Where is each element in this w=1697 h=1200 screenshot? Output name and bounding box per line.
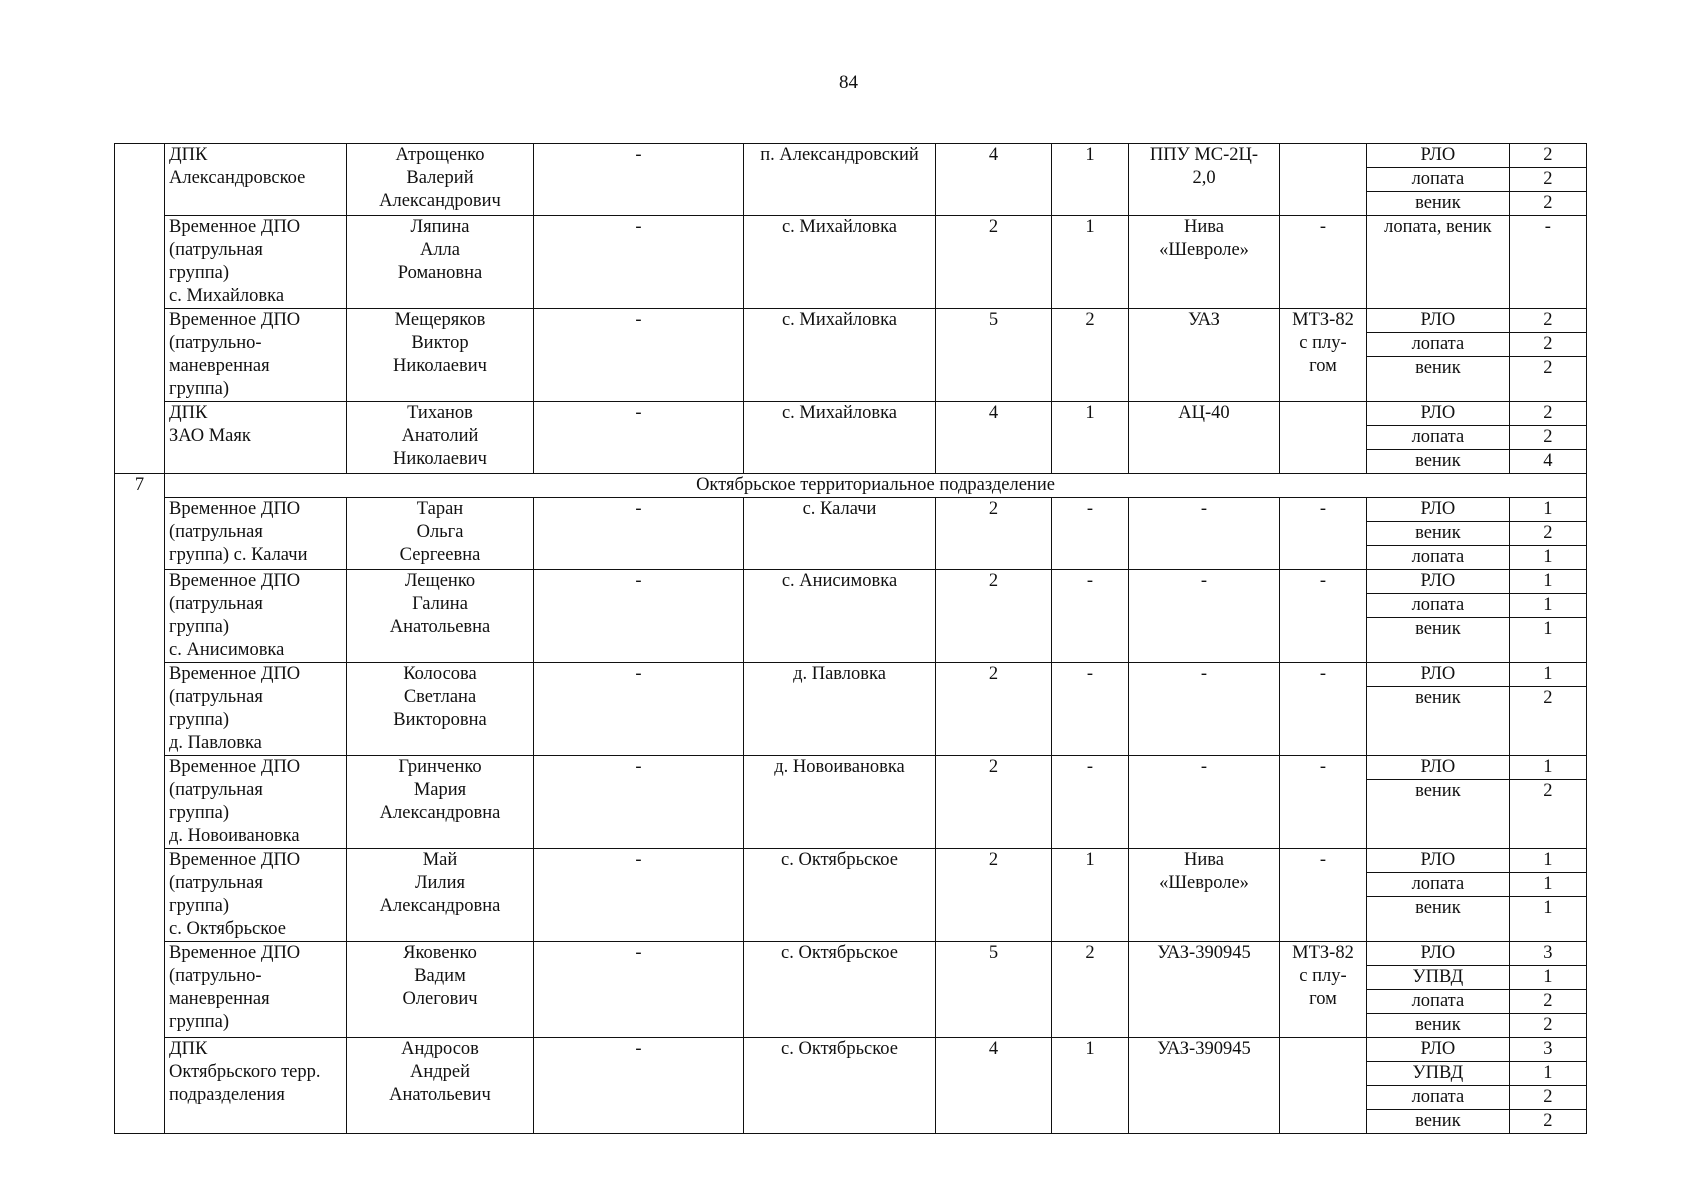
phone: - [534,498,744,570]
equipment-name: РЛО [1420,943,1456,963]
equipment-list [1367,663,1586,755]
equipment-name: веник [1415,781,1461,801]
phone: - [534,663,744,756]
equipment-cell [1367,144,1587,216]
equipment-name: РЛО [1420,757,1456,777]
head-name: Тиханов Анатолий Николаевич [347,402,534,474]
table-row [115,570,1587,663]
equipment-item [1367,144,1586,168]
vehicle: ППУ МС-2Ц- 2,0 [1129,144,1280,216]
unit-name: Временное ДПО (патрульно- маневренная группа) [165,942,347,1038]
equipment-qty: - [1509,216,1586,308]
extra-tech: - [1280,663,1367,756]
people-count: 2 [936,570,1052,663]
table-row [115,942,1587,1038]
equipment-name: РЛО [1420,145,1456,165]
equipment-cell [1367,663,1587,756]
equipment-name: лопата [1411,1087,1465,1107]
equipment-cell [1367,402,1587,474]
equipment-item [1367,897,1586,942]
unit-name: Временное ДПО (патрульная группа) с. Октябрьское [165,849,347,942]
equipment-qty: 2 [1509,402,1586,426]
location: д. Новоивановка [744,756,936,849]
vehicle: - [1129,498,1280,570]
tech-count: 1 [1052,1038,1129,1134]
section-row [115,474,1587,498]
vehicle: Нива «Шевроле» [1129,849,1280,942]
tech-count: - [1052,570,1129,663]
equipment-item [1367,1086,1586,1110]
location: с. Калачи [744,498,936,570]
table-row [115,216,1587,309]
equipment-name: лопата [1411,547,1465,567]
phone: - [534,1038,744,1134]
equipment-name: веник [1415,523,1461,543]
table-row [115,1038,1587,1134]
head-name: Андросов Андрей Анатольевич [347,1038,534,1134]
equipment-name: УПВД [1412,1063,1464,1083]
equipment-qty: 1 [1509,849,1586,873]
equipment-name: веник [1415,688,1461,708]
equipment-item [1367,1110,1586,1134]
equipment-name: лопата, веник [1384,217,1492,237]
head-name: Май Лилия Александровна [347,849,534,942]
unit-name: Временное ДПО (патрульно- маневренная группа) [165,309,347,402]
equipment-item [1367,522,1586,546]
equipment-name: лопата [1411,427,1465,447]
head-name: Яковенко Вадим Олегович [347,942,534,1038]
equipment-cell [1367,498,1587,570]
unit-name: Временное ДПО (патрульная группа) д. Павловка [165,663,347,756]
extra-tech: МТЗ-82 с плу- гом [1280,309,1367,402]
table-row [115,309,1587,402]
equipment-qty: 1 [1509,546,1586,570]
equipment-name: лопата [1411,991,1465,1011]
equipment-item [1367,546,1586,570]
location: с. Анисимовка [744,570,936,663]
equipment-name: РЛО [1420,499,1456,519]
unit-name: Временное ДПО (патрульная группа) д. Новоивановка [165,756,347,849]
equipment-name: РЛО [1420,310,1456,330]
equipment-cell [1367,570,1587,663]
unit-name: Временное ДПО (патрульная группа) с. Калачи [165,498,347,570]
location: с. Михайловка [744,309,936,402]
extra-tech: - [1280,216,1367,309]
extra-tech: - [1280,756,1367,849]
equipment-item [1367,990,1586,1014]
tech-count: - [1052,663,1129,756]
extra-tech: МТЗ-82 с плу- гом [1280,942,1367,1038]
people-count: 2 [936,498,1052,570]
extra-tech [1280,1038,1367,1134]
people-count: 2 [936,849,1052,942]
vehicle: - [1129,756,1280,849]
tech-count: 2 [1052,309,1129,402]
phone: - [534,309,744,402]
equipment-qty: 3 [1509,1038,1586,1062]
equipment-name: веник [1415,1111,1461,1131]
equipment-item [1367,1062,1586,1086]
extra-tech: - [1280,570,1367,663]
equipment-cell [1367,942,1587,1038]
equipment-item [1367,357,1586,402]
equipment-qty: 2 [1509,144,1586,168]
equipment-qty: 1 [1509,663,1586,687]
equipment-list [1367,849,1586,941]
equipment-item [1367,570,1586,594]
equipment-item [1367,942,1586,966]
equipment-cell [1367,1038,1587,1134]
equipment-name: лопата [1411,595,1465,615]
equipment-list [1367,498,1586,569]
equipment-item [1367,594,1586,618]
extra-tech: - [1280,498,1367,570]
equipment-qty: 2 [1509,780,1586,849]
people-count: 2 [936,663,1052,756]
equipment-qty: 2 [1509,168,1586,192]
equipment-item [1367,333,1586,357]
location: с. Октябрьское [744,1038,936,1134]
section-number: 7 [115,474,165,1134]
table-row [115,144,1587,216]
vehicle: - [1129,663,1280,756]
equipment-cell [1367,216,1587,309]
people-count: 2 [936,756,1052,849]
equipment-name: веник [1415,1015,1461,1035]
equipment-name: веник [1415,193,1461,213]
equipment-qty: 1 [1509,897,1586,942]
equipment-item [1367,402,1586,426]
units-table [114,143,1587,1134]
tech-count: - [1052,498,1129,570]
equipment-cell [1367,309,1587,402]
equipment-item [1367,873,1586,897]
equipment-name: веник [1415,619,1461,639]
vehicle: АЦ-40 [1129,402,1280,474]
equipment-list [1367,756,1586,848]
row-number-cell [115,144,165,474]
equipment-list [1367,216,1586,308]
equipment-qty: 2 [1509,990,1586,1014]
equipment-list [1367,309,1586,401]
unit-name: ДПК ЗАО Маяк [165,402,347,474]
location: д. Павловка [744,663,936,756]
vehicle: УАЗ-390945 [1129,942,1280,1038]
people-count: 5 [936,309,1052,402]
equipment-qty: 1 [1509,618,1586,663]
phone: - [534,402,744,474]
equipment-qty: 3 [1509,942,1586,966]
equipment-qty: 2 [1509,309,1586,333]
equipment-item [1367,966,1586,990]
equipment-name: веник [1415,358,1461,378]
equipment-item [1367,192,1586,216]
equipment-item [1367,780,1586,849]
equipment-qty: 2 [1509,687,1586,756]
location: с. Михайловка [744,216,936,309]
equipment-item [1367,450,1586,474]
equipment-list [1367,570,1586,662]
phone: - [534,144,744,216]
equipment-item [1367,498,1586,522]
equipment-cell [1367,849,1587,942]
table-row [115,498,1587,570]
tech-count: 1 [1052,144,1129,216]
equipment-name: лопата [1411,169,1465,189]
page-number: 84 [839,72,858,93]
head-name: Ляпина Алла Романовна [347,216,534,309]
tech-count: 1 [1052,849,1129,942]
equipment-qty: 1 [1509,966,1586,990]
equipment-item [1367,663,1586,687]
phone: - [534,942,744,1038]
section-title: Октябрьское территориальное подразделение [165,474,1587,498]
head-name: Атрощенко Валерий Александрович [347,144,534,216]
equipment-cell [1367,756,1587,849]
equipment-qty: 1 [1509,756,1586,780]
people-count: 4 [936,402,1052,474]
equipment-qty: 2 [1509,1086,1586,1110]
equipment-name: лопата [1411,334,1465,354]
equipment-name: лопата [1411,874,1465,894]
unit-name: Временное ДПО (патрульная группа) с. Анисимовка [165,570,347,663]
equipment-qty: 1 [1509,570,1586,594]
equipment-list [1367,144,1586,215]
equipment-qty: 1 [1509,594,1586,618]
people-count: 4 [936,144,1052,216]
vehicle: УАЗ-390945 [1129,1038,1280,1134]
equipment-qty: 2 [1509,192,1586,216]
equipment-qty: 4 [1509,450,1586,474]
extra-tech: - [1280,849,1367,942]
equipment-qty: 2 [1509,1110,1586,1134]
tech-count: - [1052,756,1129,849]
extra-tech [1280,144,1367,216]
equipment-item [1367,168,1586,192]
equipment-item [1367,618,1586,663]
equipment-name: веник [1415,451,1461,471]
head-name: Лещенко Галина Анатольевна [347,570,534,663]
equipment-qty: 2 [1509,522,1586,546]
location: с. Октябрьское [744,942,936,1038]
head-name: Мещеряков Виктор Николаевич [347,309,534,402]
people-count: 4 [936,1038,1052,1134]
unit-name: ДПК Александровское [165,144,347,216]
location: п. Александровский [744,144,936,216]
tech-count: 1 [1052,402,1129,474]
table-row [115,756,1587,849]
equipment-list [1367,1038,1586,1133]
unit-name: Временное ДПО (патрульная группа) с. Михайловка [165,216,347,309]
table-row [115,849,1587,942]
head-name: Таран Ольга Сергеевна [347,498,534,570]
table-row [115,402,1587,474]
equipment-item [1367,1038,1586,1062]
equipment-name: веник [1415,898,1461,918]
equipment-qty: 2 [1509,426,1586,450]
equipment-qty: 2 [1509,333,1586,357]
head-name: Гринченко Мария Александровна [347,756,534,849]
phone: - [534,756,744,849]
tech-count: 2 [1052,942,1129,1038]
equipment-list [1367,402,1586,473]
phone: - [534,216,744,309]
equipment-qty: 1 [1509,873,1586,897]
vehicle: УАЗ [1129,309,1280,402]
extra-tech [1280,402,1367,474]
people-count: 5 [936,942,1052,1038]
equipment-name: РЛО [1420,664,1456,684]
table-row [115,663,1587,756]
equipment-item [1367,309,1586,333]
people-count: 2 [936,216,1052,309]
equipment-item [1367,756,1586,780]
phone: - [534,849,744,942]
equipment-qty: 2 [1509,357,1586,402]
location: с. Октябрьское [744,849,936,942]
vehicle: - [1129,570,1280,663]
equipment-name: РЛО [1420,850,1456,870]
equipment-qty: 1 [1509,1062,1586,1086]
equipment-qty: 2 [1509,1014,1586,1038]
equipment-item [1367,1014,1586,1038]
head-name: Колосова Светлана Викторовна [347,663,534,756]
vehicle: Нива «Шевроле» [1129,216,1280,309]
equipment-qty: 1 [1509,498,1586,522]
equipment-list [1367,942,1586,1037]
equipment-name: РЛО [1420,1039,1456,1059]
equipment-item [1367,216,1586,308]
equipment-name: РЛО [1420,403,1456,423]
equipment-item [1367,687,1586,756]
tech-count: 1 [1052,216,1129,309]
equipment-name: РЛО [1420,571,1456,591]
unit-name: ДПК Октябрьского терр. подразделения [165,1038,347,1134]
phone: - [534,570,744,663]
location: с. Михайловка [744,402,936,474]
equipment-name: УПВД [1412,967,1464,987]
equipment-item [1367,426,1586,450]
equipment-item [1367,849,1586,873]
